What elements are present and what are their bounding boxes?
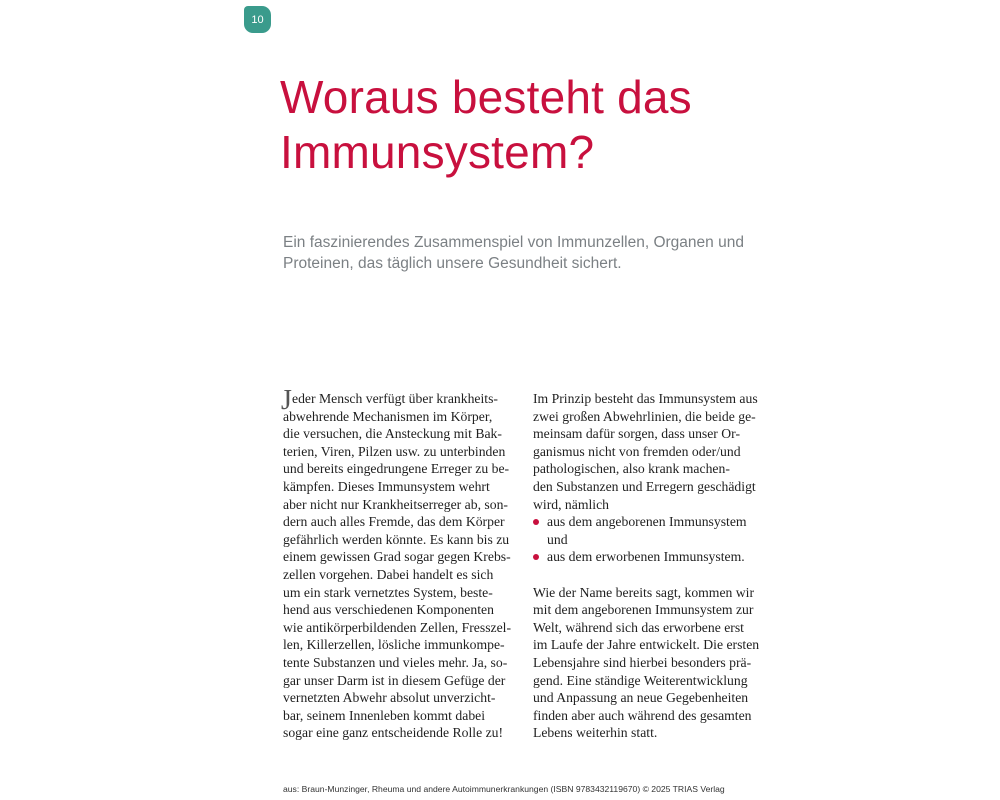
text-line: vernetzten Abwehr absolut unverzicht- — [283, 690, 496, 706]
subtitle-line: Ein faszinierendes Zusammenspiel von Immunzellen, Organen und — [283, 234, 744, 251]
right-paragraph-2 — [533, 584, 773, 742]
text-line: kämpfen. Dieses Immunsystem wehrt — [283, 478, 490, 494]
text-line: und Anpassung an neue Gegebenheiten — [533, 690, 749, 706]
bullet-item-line — [533, 531, 773, 549]
text-line: gefährlich werden könnte. Es kann bis zu — [283, 531, 510, 547]
bullet-dot-icon — [533, 519, 539, 525]
text-line: gar unser Darm ist in diesem Gefüge der — [283, 672, 506, 688]
text-line: die versuchen, die Ansteckung mit Bak- — [283, 426, 502, 442]
text-line: mit dem angeborenen Immunsystem zur — [533, 602, 754, 618]
text-line: hend aus verschiedenen Komponenten — [283, 602, 494, 618]
page-title — [280, 70, 840, 180]
text-line: bar, seinem Innenleben kommt dabei — [283, 707, 486, 723]
text-line: pathologischen, also krank machen- — [533, 461, 730, 477]
text-line: terien, Viren, Pilzen usw. zu unterbinden — [283, 443, 506, 459]
text-line: den Substanzen und Erregern geschädigt — [533, 478, 756, 494]
bullet-item-line — [533, 548, 773, 566]
first-line-text: eder Mensch verfügt über krankheits- — [292, 391, 498, 406]
bullet-dot-icon — [533, 554, 539, 560]
title-line: Woraus besteht das — [280, 71, 692, 123]
text-line: wie antikörperbildenden Zellen, Fresszel- — [283, 619, 512, 635]
text-line: Lebensjahre sind hierbei besonders prä- — [533, 654, 752, 670]
left-column — [281, 385, 528, 742]
text-line: zellen vorgehen. Dabei handelt es sich — [283, 566, 494, 582]
drop-cap: J — [281, 385, 292, 416]
right-paragraph-1 — [533, 390, 773, 513]
text-line: Welt, während sich das erworbene erst — [533, 619, 744, 635]
text-line: im Laufe der Jahre entwickelt. Die ersten — [533, 637, 760, 653]
text-line: ganismus nicht von fremden oder/und — [533, 443, 741, 459]
text-line: finden aber auch während des gesamten — [533, 707, 752, 723]
text-line: Lebens weiterhin statt. — [533, 725, 658, 741]
bullet-list — [533, 513, 773, 566]
text-line: Wie der Name bereits sagt, kommen wir — [533, 584, 755, 600]
text-line: Im Prinzip besteht das Immunsystem aus — [533, 391, 758, 406]
bullet-text: aus dem erworbenen Immunsystem. — [547, 549, 745, 565]
text-line: len, Killerzellen, lösliche immunkompe- — [283, 637, 505, 653]
text-line: tente Substanzen und vieles mehr. Ja, so- — [283, 654, 508, 670]
text-line: einem gewissen Grad sogar gegen Krebs- — [283, 549, 511, 565]
source-footer: aus: Braun-Munzinger, Rheuma und andere Autoimmunerkrankungen (ISBN 9783432119670) © 2025 TRIAS Verlag — [283, 784, 725, 794]
text-line: und bereits eingedrungene Erreger zu be- — [283, 461, 510, 477]
right-column — [533, 390, 773, 742]
bullet-item-line — [533, 513, 773, 531]
bullet-text: und — [547, 531, 568, 547]
text-line: gend. Eine ständige Weiterentwicklung — [533, 672, 748, 688]
left-column-lines — [283, 408, 528, 742]
text-line: abwehrende Mechanismen im Körper, — [283, 408, 493, 424]
text-line: sogar eine ganz entscheidende Rolle zu! — [283, 725, 504, 741]
bullet-text: aus dem angeborenen Immunsystem — [547, 514, 747, 530]
subtitle-line: Proteinen, das täglich unsere Gesundheit sichert. — [283, 255, 622, 272]
text-line: aber nicht nur Krankheitserreger ab, son- — [283, 496, 508, 512]
page-number-badge: 10 — [244, 6, 271, 33]
text-line: um ein stark vernetztes System, beste- — [283, 584, 493, 600]
text-line: wird, nämlich — [533, 496, 610, 512]
subtitle — [283, 232, 803, 274]
text-line: dern auch alles Fremde, das dem Körper — [283, 514, 505, 530]
text-line: meinsam dafür sorgen, dass unser Or- — [533, 426, 741, 442]
text-line: zwei großen Abwehrlinien, die beide ge- — [533, 408, 756, 424]
title-line: Immunsystem? — [280, 126, 595, 178]
